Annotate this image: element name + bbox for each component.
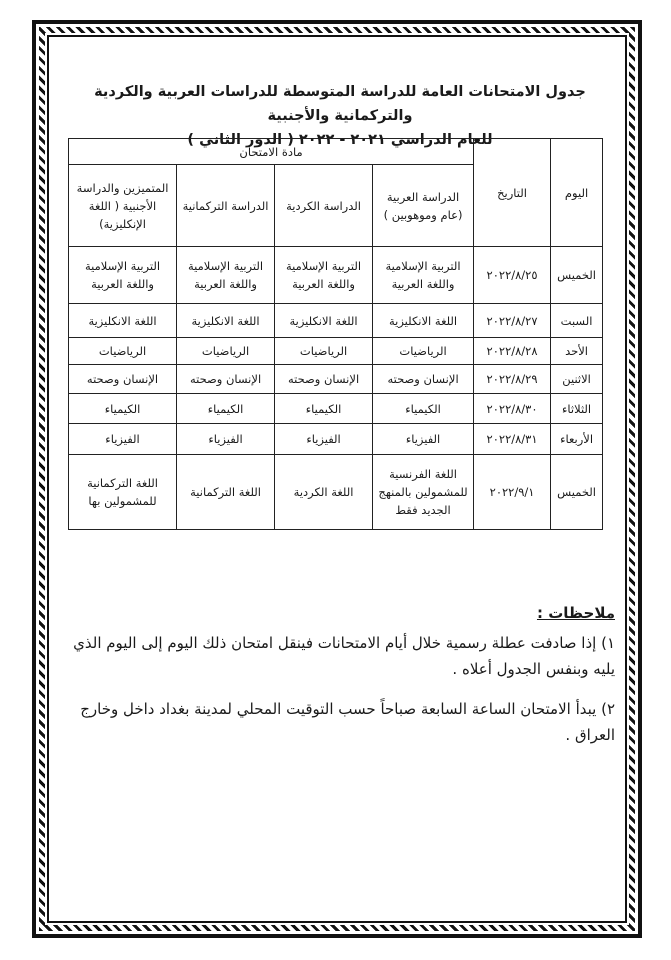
cell-date: ٢٠٢٢/٨/٢٨ (474, 338, 551, 365)
cell-arabic: الكيمياء (373, 394, 474, 424)
table-row (69, 424, 603, 455)
header-arabic-study: الدراسة العربية (عام وموهوبين ) (373, 165, 474, 247)
header-kurdish-study: الدراسة الكردية (275, 165, 373, 247)
table-row (69, 455, 603, 530)
cell-date: ٢٠٢٢/٨/٢٥ (474, 247, 551, 304)
note-2: ٢) يبدأ الامتحان الساعة السابعة صباحاً حسب التوقيت المحلي لمدينة بغداد داخل وخارج العراق . (80, 700, 615, 744)
table-row (69, 247, 603, 304)
cell-kurdish: التربية الإسلامية واللغة العربية (275, 247, 373, 304)
notes-section (60, 600, 615, 748)
cell-day: الخميس (551, 455, 603, 530)
cell-turkmen: الكيمياء (177, 394, 275, 424)
header-foreign-study: المتميزين والدراسة الأجنبية ( اللغة الإنكليزية) (69, 165, 177, 247)
cell-foreign: اللغة التركمانية للمشمولين بها (69, 455, 177, 530)
cell-date: ٢٠٢٢/٩/١ (474, 455, 551, 530)
cell-arabic: الإنسان وصحته (373, 365, 474, 394)
cell-kurdish: الكيمياء (275, 394, 373, 424)
exam-schedule-table (68, 138, 603, 530)
note-1: ١) إذا صادفت عطلة رسمية خلال أيام الامتحانات فينقل امتحان ذلك اليوم إلى اليوم الذي يليه وبنفس الجدول أعلاه . (73, 634, 615, 678)
cell-kurdish: الفيزياء (275, 424, 373, 455)
header-date: التاريخ (474, 139, 551, 247)
cell-date: ٢٠٢٢/٨/٣٠ (474, 394, 551, 424)
table-row (69, 338, 603, 365)
cell-turkmen: اللغة الانكليزية (177, 304, 275, 338)
cell-foreign: اللغة الانكليزية (69, 304, 177, 338)
cell-arabic: الفيزياء (373, 424, 474, 455)
table-row (69, 304, 603, 338)
cell-kurdish: اللغة الكردية (275, 455, 373, 530)
cell-kurdish: اللغة الانكليزية (275, 304, 373, 338)
cell-turkmen: التربية الإسلامية واللغة العربية (177, 247, 275, 304)
cell-day: الأربعاء (551, 424, 603, 455)
cell-day: الثلاثاء (551, 394, 603, 424)
title-line-2: للعام الدراسي ٢٠٢١ - ٢٠٢٢ ( الدور الثاني ) (187, 132, 493, 148)
cell-arabic: اللغة الانكليزية (373, 304, 474, 338)
cell-turkmen: الرياضيات (177, 338, 275, 365)
cell-foreign: الرياضيات (69, 338, 177, 365)
cell-foreign: الكيمياء (69, 394, 177, 424)
notes-heading: ملاحظات : (536, 604, 615, 622)
cell-foreign: التربية الإسلامية واللغة العربية (69, 247, 177, 304)
cell-arabic: الرياضيات (373, 338, 474, 365)
cell-kurdish: الإنسان وصحته (275, 365, 373, 394)
cell-date: ٢٠٢٢/٨/٢٧ (474, 304, 551, 338)
title-line-1: جدول الامتحانات العامة للدراسة المتوسطة للدراسات العربية والكردية والتركمانية والأجنبية (94, 84, 586, 124)
cell-day: الخميس (551, 247, 603, 304)
header-day: اليوم (551, 139, 603, 247)
cell-date: ٢٠٢٢/٨/٣١ (474, 424, 551, 455)
cell-foreign: الإنسان وصحته (69, 365, 177, 394)
cell-foreign: الفيزياء (69, 424, 177, 455)
cell-day: الاثنين (551, 365, 603, 394)
cell-date: ٢٠٢٢/٨/٢٩ (474, 365, 551, 394)
header-turkmen-study: الدراسة التركمانية (177, 165, 275, 247)
cell-turkmen: اللغة التركمانية (177, 455, 275, 530)
table-row (69, 394, 603, 424)
cell-kurdish: الرياضيات (275, 338, 373, 365)
cell-turkmen: الإنسان وصحته (177, 365, 275, 394)
cell-arabic: التربية الإسلامية واللغة العربية (373, 247, 474, 304)
cell-arabic: اللغة الفرنسية للمشمولين بالمنهج الجديد فقط (373, 455, 474, 530)
header-exam-subject: مادة الامتحان (69, 139, 474, 165)
table-row (69, 365, 603, 394)
cell-day: الأحد (551, 338, 603, 365)
cell-day: السبت (551, 304, 603, 338)
cell-turkmen: الفيزياء (177, 424, 275, 455)
